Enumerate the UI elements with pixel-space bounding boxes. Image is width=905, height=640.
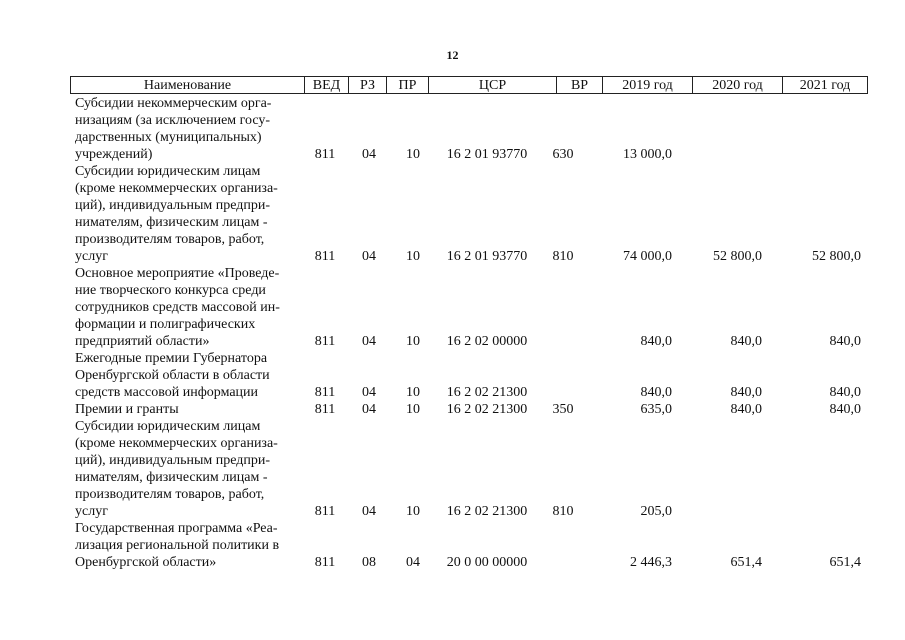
cell-csr: 16 2 02 21300	[446, 385, 528, 400]
cell-pr: 10	[406, 385, 420, 400]
cell-y2019: 205,0	[640, 504, 672, 519]
cell-rz: 04	[362, 334, 376, 349]
header-2020: 2020 год	[693, 77, 783, 93]
header-name: Наименование	[71, 77, 305, 93]
cell-y2020: 52 800,0	[713, 249, 762, 264]
table-row	[0, 520, 905, 571]
cell-pr: 04	[406, 555, 420, 570]
row-name-line: учреждений)	[75, 147, 153, 162]
row-name-line: ций), индивидуальным предпри-	[75, 198, 271, 213]
cell-pr: 10	[406, 402, 420, 417]
table-row	[0, 401, 905, 418]
cell-ved: 811	[314, 147, 336, 162]
cell-rz: 08	[362, 555, 376, 570]
cell-y2020: 840,0	[730, 385, 762, 400]
table-row	[0, 163, 905, 265]
table-row	[0, 265, 905, 350]
cell-vr: 630	[552, 147, 574, 162]
cell-ved: 811	[314, 249, 336, 264]
row-name-line: Оренбургской области в области	[75, 368, 270, 383]
header-pr: ПР	[387, 77, 429, 93]
cell-pr: 10	[406, 249, 420, 264]
row-name	[75, 401, 311, 418]
cell-y2019: 74 000,0	[623, 249, 672, 264]
cell-y2019: 840,0	[640, 334, 672, 349]
cell-vr: 810	[552, 249, 574, 264]
cell-rz: 04	[362, 147, 376, 162]
cell-ved: 811	[314, 504, 336, 519]
cell-y2019: 2 446,3	[630, 555, 672, 570]
header-2019: 2019 год	[603, 77, 693, 93]
cell-rz: 04	[362, 504, 376, 519]
cell-pr: 10	[406, 334, 420, 349]
cell-ved: 811	[314, 402, 336, 417]
cell-y2020: 840,0	[730, 334, 762, 349]
row-name-line: предприятий области»	[75, 334, 210, 349]
cell-vr: 810	[552, 504, 574, 519]
cell-y2019: 13 000,0	[623, 147, 672, 162]
row-name-line: формации и полиграфических	[75, 317, 256, 332]
table-body	[0, 95, 905, 571]
cell-ved: 811	[314, 334, 336, 349]
row-name-line: Ежегодные премии Губернатора	[75, 351, 268, 366]
table-row	[0, 350, 905, 401]
page-number: 12	[446, 48, 459, 62]
cell-rz: 04	[362, 249, 376, 264]
row-name-line: Премии и гранты	[75, 402, 179, 417]
cell-y2019: 635,0	[640, 402, 672, 417]
table-row	[0, 95, 905, 163]
table-header	[70, 76, 868, 94]
cell-vr: 350	[552, 402, 574, 417]
row-name-line: Основное мероприятие «Проведе-	[75, 266, 280, 281]
header-csr: ЦСР	[429, 77, 557, 93]
row-name	[75, 95, 311, 163]
row-name-line: услуг	[75, 504, 108, 519]
row-name-line: нимателям, физическим лицам -	[75, 470, 268, 485]
cell-y2021: 840,0	[829, 334, 861, 349]
row-name-line: (кроме некоммерческих организа-	[75, 436, 278, 451]
row-name	[75, 520, 311, 571]
row-name	[75, 418, 311, 520]
header-vr: ВР	[557, 77, 603, 93]
row-name-line: Оренбургской области»	[75, 555, 217, 570]
row-name-line: средств массовой информации	[75, 385, 259, 400]
cell-y2021: 651,4	[829, 555, 861, 570]
row-name-line: Государственная программа «Реа-	[75, 521, 278, 536]
cell-csr: 16 2 02 00000	[446, 334, 528, 349]
row-name-line: нимателям, физическим лицам -	[75, 215, 268, 230]
row-name-line: услуг	[75, 249, 108, 264]
cell-csr: 16 2 01 93770	[446, 249, 528, 264]
row-name-line: производителям товаров, работ,	[75, 232, 265, 247]
row-name-line: Субсидии юридическим лицам	[75, 164, 261, 179]
row-name-line: ций), индивидуальным предпри-	[75, 453, 271, 468]
cell-y2021: 840,0	[829, 385, 861, 400]
row-name-line: (кроме некоммерческих организа-	[75, 181, 278, 196]
row-name-line: сотрудников средств массовой ин-	[75, 300, 280, 315]
cell-rz: 04	[362, 402, 376, 417]
header-rz: РЗ	[349, 77, 387, 93]
row-name-line: ние творческого конкурса среди	[75, 283, 266, 298]
header-ved: ВЕД	[305, 77, 349, 93]
cell-y2021: 52 800,0	[812, 249, 861, 264]
cell-y2020: 651,4	[730, 555, 762, 570]
cell-y2019: 840,0	[640, 385, 672, 400]
header-2021: 2021 год	[799, 78, 851, 93]
cell-rz: 04	[362, 385, 376, 400]
row-name-line: лизация региональной политики в	[75, 538, 280, 553]
row-name	[75, 163, 311, 265]
row-name-line: дарственных (муниципальных)	[75, 130, 262, 145]
row-name-line: Субсидии некоммерческим орга-	[75, 96, 272, 111]
row-name-line: Субсидии юридическим лицам	[75, 419, 261, 434]
row-name	[75, 350, 311, 401]
cell-ved: 811	[314, 385, 336, 400]
cell-csr: 16 2 01 93770	[446, 147, 528, 162]
cell-pr: 10	[406, 504, 420, 519]
cell-csr: 16 2 02 21300	[446, 402, 528, 417]
table-row	[0, 418, 905, 520]
cell-pr: 10	[406, 147, 420, 162]
cell-y2021: 840,0	[829, 402, 861, 417]
row-name	[75, 265, 311, 350]
cell-y2020: 840,0	[730, 402, 762, 417]
cell-ved: 811	[314, 555, 336, 570]
row-name-line: производителям товаров, работ,	[75, 487, 265, 502]
row-name-line: низациям (за исключением госу-	[75, 113, 271, 128]
cell-csr: 16 2 02 21300	[446, 504, 528, 519]
cell-csr: 20 0 00 00000	[446, 555, 528, 570]
